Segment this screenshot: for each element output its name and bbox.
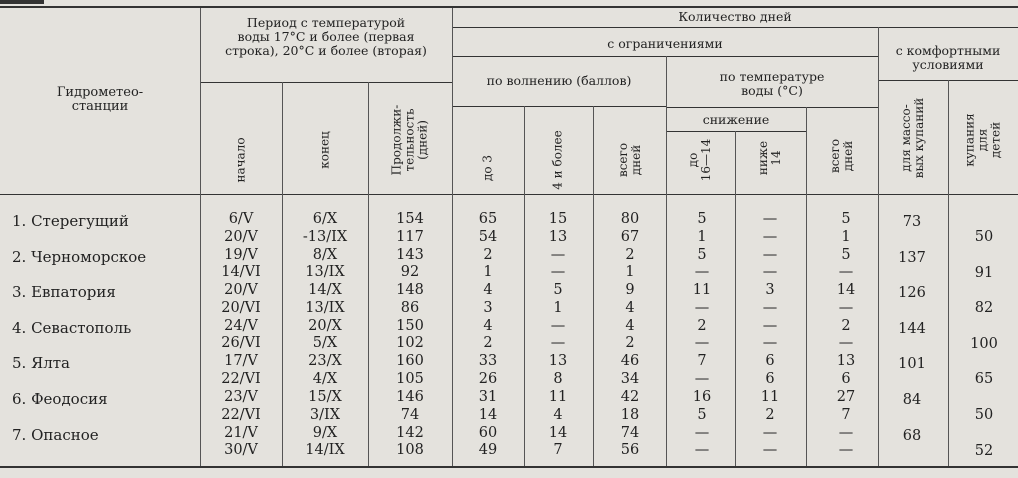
table-cell: 9/X — [312, 424, 338, 441]
col-divider — [200, 8, 201, 466]
table-cell: 17/V — [224, 353, 258, 370]
header-to-16-14: до 16—14 — [686, 138, 713, 182]
table-cell: 11 — [760, 389, 780, 405]
header-children-bathing: купания для детей — [962, 113, 1003, 167]
header-start: начало — [233, 137, 248, 183]
table-cell: — — [762, 317, 778, 334]
table-cell: 20/VI — [221, 299, 261, 316]
table-cell: 9 — [625, 282, 635, 299]
children-bathing-days: 65 — [974, 371, 994, 388]
table-cell: — — [762, 264, 778, 281]
table-cell: 1 — [697, 228, 707, 245]
col-divider — [806, 107, 807, 466]
col-divider — [524, 106, 525, 466]
children-bathing-days: 52 — [974, 442, 994, 459]
table-cell: 80 — [620, 211, 640, 227]
header-up-to-3: до 3 — [480, 154, 495, 182]
table-cell: — — [762, 228, 778, 245]
table-cell: — — [762, 299, 778, 316]
station-name: 1. Стерегущий — [12, 212, 129, 230]
table-cell: 160 — [396, 353, 424, 370]
table-cell: 27 — [836, 389, 856, 405]
table-cell: 7 — [841, 406, 851, 423]
table-cell: 2 — [483, 335, 493, 352]
header-with-restrictions: с ограничениями — [607, 36, 723, 51]
rule-under-days-count — [452, 27, 1018, 28]
rule-under-decrease — [666, 131, 806, 132]
table-cell: 6 — [765, 353, 775, 370]
table-cell: 13/IX — [305, 299, 345, 316]
table-cell: 20/X — [308, 317, 342, 334]
table-cell: 46 — [620, 353, 640, 370]
table-cell: 117 — [396, 228, 424, 245]
table-cell: — — [550, 317, 566, 334]
table-cell: 65 — [478, 211, 498, 227]
table-cell: — — [694, 370, 710, 387]
table-cell: 13 — [548, 228, 568, 245]
children-bathing-days: 50 — [974, 229, 994, 245]
table-cell: 26 — [478, 370, 498, 387]
col-divider — [368, 82, 369, 466]
header-comfortable: с комфортными условиями — [895, 43, 1001, 72]
rule-under-waves — [452, 106, 666, 107]
table-cell: — — [694, 299, 710, 316]
children-bathing-days: 50 — [974, 407, 994, 423]
table-cell: — — [694, 424, 710, 441]
col-divider — [282, 82, 283, 466]
table-cell: 13/IX — [305, 264, 345, 281]
header-mass-bathing: для массо- вых купаний — [899, 97, 926, 179]
table-cell: 74 — [620, 424, 640, 441]
table-cell: 1 — [625, 264, 635, 281]
children-bathing-days: 91 — [974, 264, 994, 281]
station-name: 5. Ялта — [12, 354, 70, 373]
table-cell: — — [694, 335, 710, 352]
mass-bathing-days: 126 — [898, 285, 926, 302]
table-cell: — — [762, 246, 778, 263]
mass-bathing-days: 68 — [902, 427, 922, 444]
table-cell: 22/VI — [221, 406, 261, 423]
table-cell: 92 — [400, 264, 420, 281]
table-cell: 5 — [553, 282, 563, 299]
table-cell: 54 — [478, 228, 498, 245]
table-cell: 5 — [697, 211, 707, 227]
table-cell: 154 — [396, 211, 424, 227]
table-cell: 13 — [836, 353, 856, 370]
children-bathing-days: 82 — [974, 300, 994, 317]
mass-bathing-days: 84 — [902, 392, 922, 408]
table-cell: — — [762, 211, 778, 227]
table-cell: 23/X — [308, 353, 342, 370]
header-bottom-rule — [0, 194, 1018, 195]
table-cell: 148 — [396, 282, 424, 299]
header-end: конец — [317, 131, 332, 169]
mass-bathing-days: 73 — [902, 214, 922, 230]
col-divider — [593, 106, 594, 466]
table-cell: 42 — [620, 389, 640, 405]
table-cell: 3 — [765, 282, 775, 299]
table-cell: 86 — [400, 299, 420, 316]
table-cell: — — [838, 442, 854, 459]
table-cell: 2 — [625, 335, 635, 352]
table-cell: 4 — [483, 282, 493, 299]
table-cell: 11 — [692, 282, 712, 299]
table-cell: 14 — [548, 424, 568, 441]
station-name: 6. Феодосия — [12, 390, 108, 408]
header-decrease: снижение — [702, 112, 770, 127]
table-cell: 74 — [400, 406, 420, 423]
children-bathing-days: 100 — [970, 335, 998, 352]
table-cell: — — [762, 424, 778, 441]
table-cell: 19/V — [224, 246, 258, 263]
header-total-days-temp: всего дней — [828, 138, 855, 174]
station-name: 3. Евпатория — [12, 283, 116, 302]
table-cell: 24/V — [224, 317, 258, 334]
table-cell: — — [550, 264, 566, 281]
table-cell: 1 — [841, 228, 851, 245]
table-cell: 5 — [841, 211, 851, 227]
table-cell: — — [838, 264, 854, 281]
table-cell: 26/VI — [221, 335, 261, 352]
table-cell: 6 — [841, 370, 851, 387]
table-cell: 14 — [478, 406, 498, 423]
header-total-days-waves: всего дней — [616, 142, 643, 178]
table-cell: 2 — [697, 317, 707, 334]
table-cell: 7 — [553, 442, 563, 459]
mass-bathing-days: 144 — [898, 320, 926, 337]
table-cell: — — [838, 335, 854, 352]
table-cell: 1 — [553, 299, 563, 316]
table-cell: 3/IX — [309, 406, 341, 423]
col-divider — [735, 131, 736, 466]
station-name: 7. Опасное — [12, 425, 99, 444]
table-cell: 60 — [478, 424, 498, 441]
table-cell: — — [762, 442, 778, 459]
table-cell: 20/V — [224, 228, 258, 245]
rule-under-period — [200, 82, 452, 83]
table-cell: 102 — [396, 335, 424, 352]
table-cell: 22/VI — [221, 370, 261, 387]
col-divider — [878, 27, 879, 466]
table-cell: 2 — [625, 246, 635, 263]
corner-mark — [0, 0, 44, 4]
station-name: 2. Черноморское — [12, 247, 147, 266]
table-cell: 8 — [553, 370, 563, 387]
table-cell: 5 — [697, 406, 707, 423]
table-cell: 6/X — [312, 211, 338, 227]
header-by-water-temp: по температуре воды (°C) — [719, 69, 825, 98]
rule-under-water-temp — [666, 107, 878, 108]
table-cell: 14/IX — [305, 442, 345, 459]
table-cell: 5 — [697, 246, 707, 263]
table-cell: 14/X — [308, 282, 342, 299]
table-cell: 150 — [396, 317, 424, 334]
table-cell: 4 — [625, 317, 635, 334]
table-cell: — — [550, 335, 566, 352]
header-duration: Продолжи- тельность (дней) — [389, 104, 430, 176]
table-cell: 143 — [396, 246, 424, 263]
table-cell: 30/V — [224, 442, 258, 459]
table-cell: 3 — [483, 299, 493, 316]
table-cell: 2 — [765, 406, 775, 423]
table-cell: 108 — [396, 442, 424, 459]
table-cell: 18 — [620, 406, 640, 423]
table-cell: 14 — [836, 282, 856, 299]
header-station: Гидрометео- станции — [56, 85, 144, 114]
rule-under-restrictions — [452, 56, 878, 57]
header-period: Период с температурой воды 17°C и более (первая строка), 20°C и более (вторая) — [225, 15, 427, 58]
table-cell: 4 — [553, 406, 563, 423]
table-cell: — — [550, 246, 566, 263]
table-cell: 14/VI — [221, 264, 261, 281]
table-cell: 16 — [692, 389, 712, 405]
table-cell: — — [838, 299, 854, 316]
table-cell: 105 — [396, 370, 424, 387]
table-cell: 20/V — [224, 282, 258, 299]
table-cell: — — [694, 442, 710, 459]
header-by-waves: по волнению (баллов) — [486, 73, 632, 88]
table-cell: 6/V — [228, 211, 254, 227]
header-days-count: Количество дней — [678, 9, 792, 24]
table-cell: 7 — [697, 353, 707, 370]
table-cell: 11 — [548, 389, 568, 405]
table-cell: 142 — [396, 424, 424, 441]
table-cell: 49 — [478, 442, 498, 459]
table-cell: 23/V — [224, 389, 258, 405]
table-cell: 33 — [478, 353, 498, 370]
station-name: 4. Севастополь — [12, 318, 132, 337]
table-cell: 21/V — [224, 424, 258, 441]
table-cell: 34 — [620, 370, 640, 387]
table-cell: — — [838, 424, 854, 441]
table-cell: — — [694, 264, 710, 281]
header-below-14: ниже 14 — [756, 140, 783, 176]
mass-bathing-days: 101 — [898, 356, 926, 373]
table-cell: 15/X — [308, 389, 342, 405]
table-cell: 146 — [396, 389, 424, 405]
mass-bathing-days: 137 — [898, 249, 926, 266]
table-cell: 67 — [620, 228, 640, 245]
table-cell: 2 — [841, 317, 851, 334]
table-cell: 13 — [548, 353, 568, 370]
table-cell: 31 — [478, 389, 498, 405]
table-cell: 4/X — [312, 370, 338, 387]
col-divider — [948, 80, 949, 466]
table-cell: 4 — [483, 317, 493, 334]
table-cell: 56 — [620, 442, 640, 459]
table-cell: 4 — [625, 299, 635, 316]
table-cell: — — [762, 335, 778, 352]
table-top-rule — [0, 6, 1018, 8]
header-four-plus: 4 и более — [550, 130, 565, 190]
table-cell: 5/X — [312, 335, 338, 352]
table-cell: 2 — [483, 246, 493, 263]
table-bottom-rule — [0, 466, 1018, 468]
table-cell: 15 — [548, 211, 568, 227]
table-cell: -13/IX — [302, 228, 348, 245]
table-cell: 8/X — [312, 246, 338, 263]
table-cell: 1 — [483, 264, 493, 281]
table-cell: 6 — [765, 370, 775, 387]
table-cell: 5 — [841, 246, 851, 263]
